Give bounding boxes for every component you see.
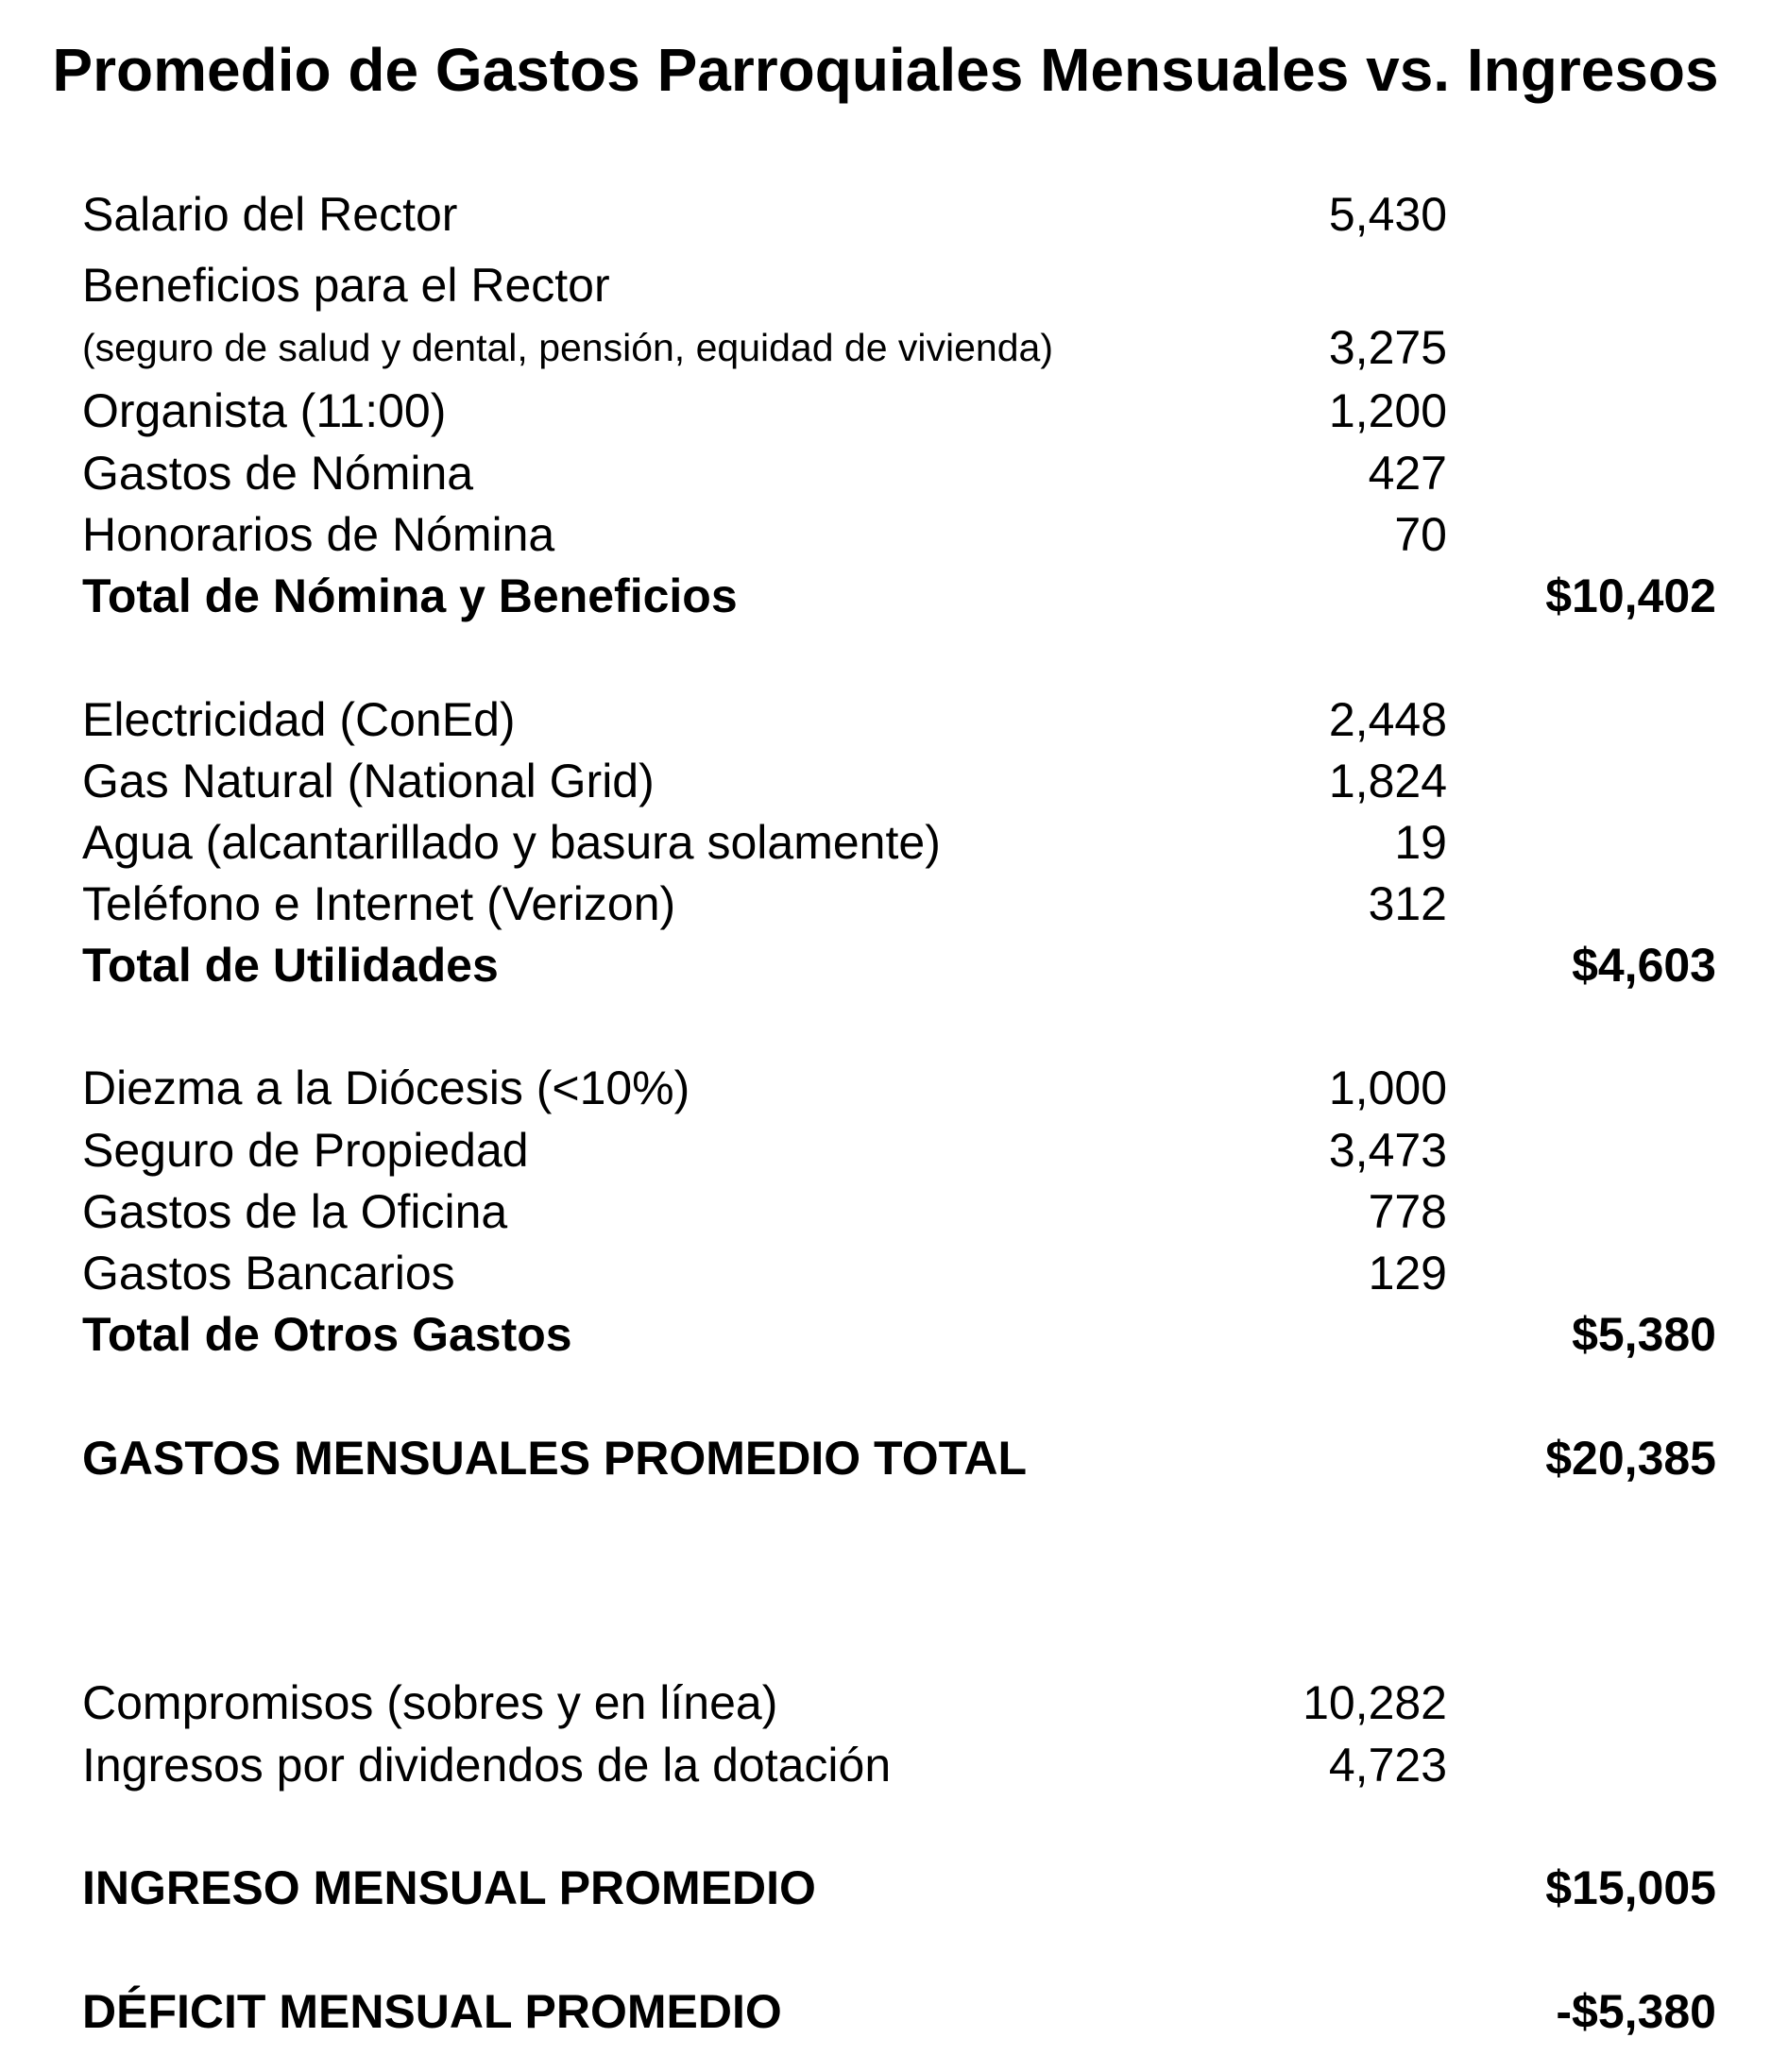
other-item-label: Diezma a la Diócesis (<10%)	[82, 1061, 690, 1114]
deficit-value: -$5,380	[1556, 1985, 1716, 2038]
payroll-item-label: Beneficios para el Rector	[82, 259, 610, 312]
payroll-item-amount: 5,430	[1328, 188, 1447, 241]
payroll-item-label: Salario del Rector	[82, 188, 458, 241]
other-item-amount: 1,000	[1328, 1061, 1447, 1114]
payroll-item-label: Organista (11:00)	[82, 384, 447, 437]
utilities-item-amount: 312	[1368, 877, 1447, 930]
income-item-label: Compromisos (sobres y en línea)	[82, 1676, 778, 1729]
page-title: Promedio de Gastos Parroquiales Mensuales vs. Ingresos	[52, 36, 1719, 104]
expenses-total-value: $20,385	[1545, 1432, 1716, 1485]
income-item-label: Ingresos por dividendos de la dotación	[82, 1739, 892, 1792]
payroll-item-amount: 1,200	[1328, 384, 1447, 437]
other-total-label: Total de Otros Gastos	[82, 1308, 572, 1361]
utilities-item-label: Electricidad (ConEd)	[82, 693, 516, 746]
income-total-label: INGRESO MENSUAL PROMEDIO	[82, 1861, 816, 1914]
payroll-item-label: Honorarios de Nómina	[82, 508, 555, 561]
other-item-amount: 129	[1368, 1247, 1447, 1299]
utilities-item-amount: 19	[1394, 816, 1447, 869]
payroll-item-amount: 427	[1368, 447, 1447, 500]
deficit-label: DÉFICIT MENSUAL PROMEDIO	[82, 1985, 782, 2038]
income-item-amount: 10,282	[1303, 1676, 1447, 1729]
utilities-item-label: Teléfono e Internet (Verizon)	[82, 877, 676, 930]
payroll-total-label: Total de Nómina y Beneficios	[82, 569, 738, 622]
expenses-total-label: GASTOS MENSUALES PROMEDIO TOTAL	[82, 1432, 1028, 1485]
other-item-amount: 3,473	[1328, 1124, 1447, 1177]
other-total-value: $5,380	[1572, 1308, 1716, 1361]
income-total-value: $15,005	[1545, 1861, 1716, 1914]
other-item-label: Seguro de Propiedad	[82, 1124, 529, 1177]
utilities-total-value: $4,603	[1572, 939, 1716, 992]
utilities-item-amount: 2,448	[1328, 693, 1447, 746]
payroll-item-amount: 70	[1394, 508, 1447, 561]
payroll-item-sublabel: (seguro de salud y dental, pensión, equidad de vivienda)	[82, 326, 1053, 369]
other-item-amount: 778	[1368, 1185, 1447, 1238]
utilities-item-amount: 1,824	[1328, 755, 1447, 807]
payroll-item-amount: 3,275	[1328, 321, 1447, 374]
income-item-amount: 4,723	[1328, 1739, 1447, 1792]
other-item-label: Gastos de la Oficina	[82, 1185, 508, 1238]
payroll-total-value: $10,402	[1545, 569, 1716, 622]
utilities-item-label: Gas Natural (National Grid)	[82, 755, 655, 807]
other-item-label: Gastos Bancarios	[82, 1247, 455, 1299]
utilities-total-label: Total de Utilidades	[82, 939, 499, 992]
utilities-item-label: Agua (alcantarillado y basura solamente)	[82, 816, 941, 869]
payroll-item-label: Gastos de Nómina	[82, 447, 474, 500]
